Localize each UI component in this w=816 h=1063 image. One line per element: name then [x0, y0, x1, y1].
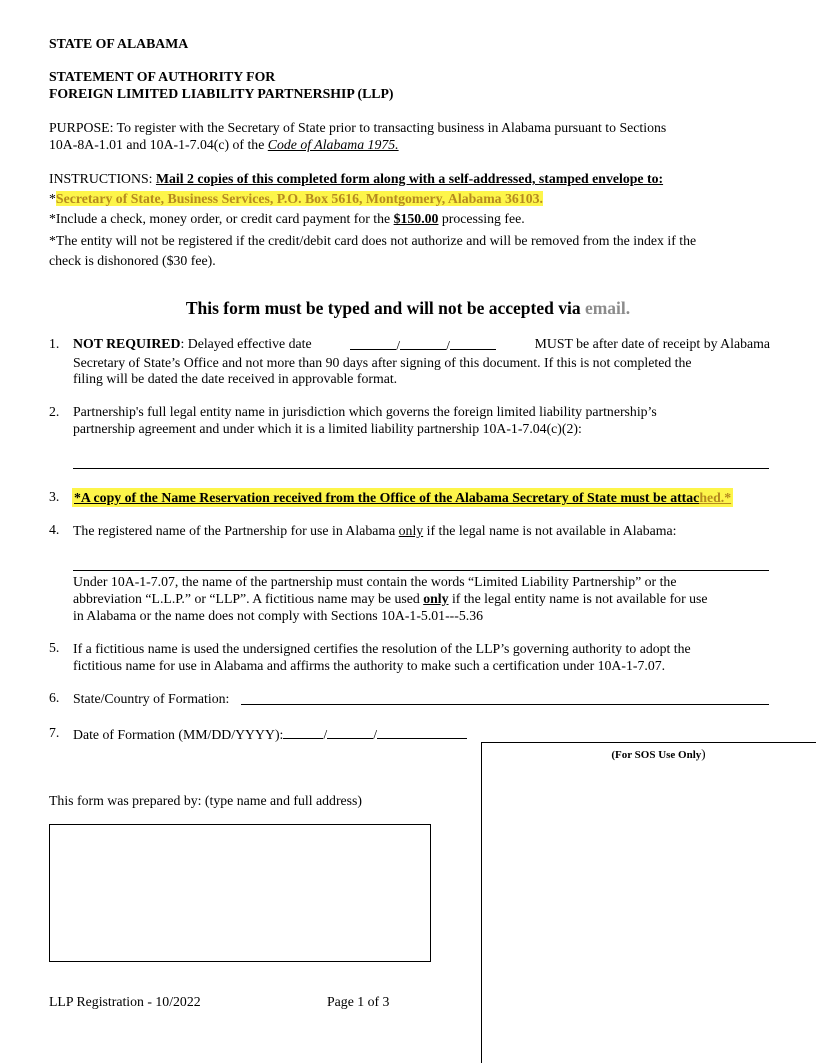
registered-name-field[interactable]	[73, 570, 769, 571]
sos-use-only-label	[481, 747, 816, 762]
item6-label: State/Country of Formation:	[73, 691, 230, 706]
formation-date-month[interactable]	[283, 725, 323, 739]
item6-number: 6.	[49, 690, 60, 705]
name-reservation-text: *A copy of the Name Reservation received from the Office of the Alabama Secretary of State must be attac	[74, 490, 700, 505]
item4-note-suffix: if the legal entity name is not available for use	[451, 591, 708, 606]
mailing-address: Secretary of State, Business Services, P.O. Box 5616, Montgomery, Alabama 36103.	[55, 191, 543, 206]
sos-label-text: (For SOS Use Only	[611, 749, 702, 761]
item4-suffix: if the legal name is not available in Alabama:	[426, 523, 677, 538]
item2-text	[73, 404, 770, 437]
typed-notice-text: This form must be typed and will not be accepted via	[185, 298, 581, 318]
purpose-line2	[49, 136, 399, 153]
item1-line2: Secretary of State’s Office and not more than 90 days after signing of this document. If this is not completed the	[73, 354, 692, 370]
legal-name-field[interactable]	[73, 468, 769, 469]
date-slash: /	[446, 338, 450, 353]
item4-prefix: The registered name of the Partnership for use in Alabama	[73, 523, 396, 538]
delayed-date-month[interactable]	[350, 336, 396, 350]
date-slash: /	[373, 727, 378, 742]
item1-text	[73, 336, 770, 388]
item4-number: 4.	[49, 522, 60, 537]
item4-note-only: only	[423, 591, 449, 606]
item4-text	[73, 522, 676, 539]
instructions-label: INSTRUCTIONS:	[49, 171, 153, 186]
typed-notice	[0, 298, 816, 319]
delayed-date-requirement: MUST be after date of receipt by Alabama	[534, 336, 770, 351]
footer-form-id: LLP Registration - 10/2022	[49, 994, 201, 1009]
state-title: STATE OF ALABAMA	[49, 36, 189, 51]
delayed-date-day[interactable]	[400, 336, 446, 350]
item4-only: only	[398, 523, 424, 538]
item7-label: Date of Formation (MM/DD/YYYY):	[73, 727, 284, 742]
item2-line1: Partnership's full legal entity name in jurisdiction which governs the foreign limited liability partnership’s	[73, 404, 657, 419]
payment-suffix: processing fee.	[441, 211, 525, 226]
item4-note-prefix: abbreviation “L.L.P.” or “LLP”. A fictitious name may be used	[73, 591, 420, 606]
email-word: email.	[584, 298, 631, 318]
item3-number: 3.	[49, 489, 60, 504]
purpose-line2-text: 10A-8A-1.01 and 10A-1-7.04(c) of the	[49, 137, 265, 152]
preparer-label: This form was prepared by: (type name and full address)	[49, 793, 363, 808]
item2-line2: partnership agreement and under which it is a limited liability partnership 10A-1-7.04(c)(2):	[73, 420, 582, 436]
address-bullet: *	[49, 191, 56, 206]
item7-row	[73, 725, 467, 743]
item5-line2: fictitious name for use in Alabama and affirms the authority to make such a certification under 10A-1-7.07.	[73, 658, 666, 673]
form-title-line1: STATEMENT OF AUTHORITY FOR	[49, 69, 276, 84]
mailing-address-line	[49, 190, 543, 207]
item4-note-line3: in Alabama or the name does not comply with Sections 10A-1-5.01---5.36	[73, 608, 483, 623]
state-of-formation-field[interactable]	[241, 704, 769, 705]
item4-note-line2	[73, 590, 708, 607]
item5-number: 5.	[49, 640, 60, 655]
sos-label-paren: )	[701, 746, 706, 761]
fee-amount: $150.00	[393, 211, 439, 226]
formation-date-year[interactable]	[377, 725, 467, 739]
delayed-date-year[interactable]	[450, 336, 496, 350]
name-reservation-notice	[72, 488, 733, 507]
mail-instructions: Mail 2 copies of this completed form along with a self-addressed, stamped envelope to:	[155, 171, 664, 186]
item1-number: 1.	[49, 336, 60, 351]
sos-use-only-box	[481, 742, 816, 1063]
payment-line	[49, 210, 525, 227]
item4-note-line1: Under 10A-1-7.07, the name of the partnership must contain the words “Limited Liability Partnership” or the	[73, 574, 677, 589]
warning-line2: check is dishonored ($30 fee).	[49, 253, 216, 268]
footer-page-number: Page 1 of 3	[327, 994, 390, 1009]
form-title-line2: FOREIGN LIMITED LIABILITY PARTNERSHIP (LLP)	[49, 86, 394, 101]
name-reservation-tail: hed.*	[699, 490, 732, 505]
formation-date-day[interactable]	[327, 725, 373, 739]
item1-line3: filing will be dated the date received in approvable format.	[73, 371, 398, 386]
item7-number: 7.	[49, 725, 60, 740]
date-slash: /	[396, 338, 401, 353]
warning-line1: *The entity will not be registered if the credit/debit card does not authorize and will be removed from the index if the	[49, 233, 697, 248]
purpose-line1: PURPOSE: To register with the Secretary of State prior to transacting business in Alabama pursuant to Sections	[49, 120, 667, 135]
preparer-address-box[interactable]	[49, 824, 431, 962]
date-slash: /	[323, 727, 328, 742]
item5-line1: If a fictitious name is used the undersigned certifies the resolution of the LLP’s governing authority to adopt the	[73, 641, 691, 656]
payment-text: *Include a check, money order, or credit card payment for the	[49, 211, 391, 226]
code-reference: Code of Alabama 1975.	[267, 137, 399, 152]
not-required-label: NOT REQUIRED	[73, 336, 181, 351]
item2-number: 2.	[49, 404, 60, 419]
instructions-line	[49, 170, 663, 187]
delayed-date-label: : Delayed effective date	[180, 336, 312, 351]
